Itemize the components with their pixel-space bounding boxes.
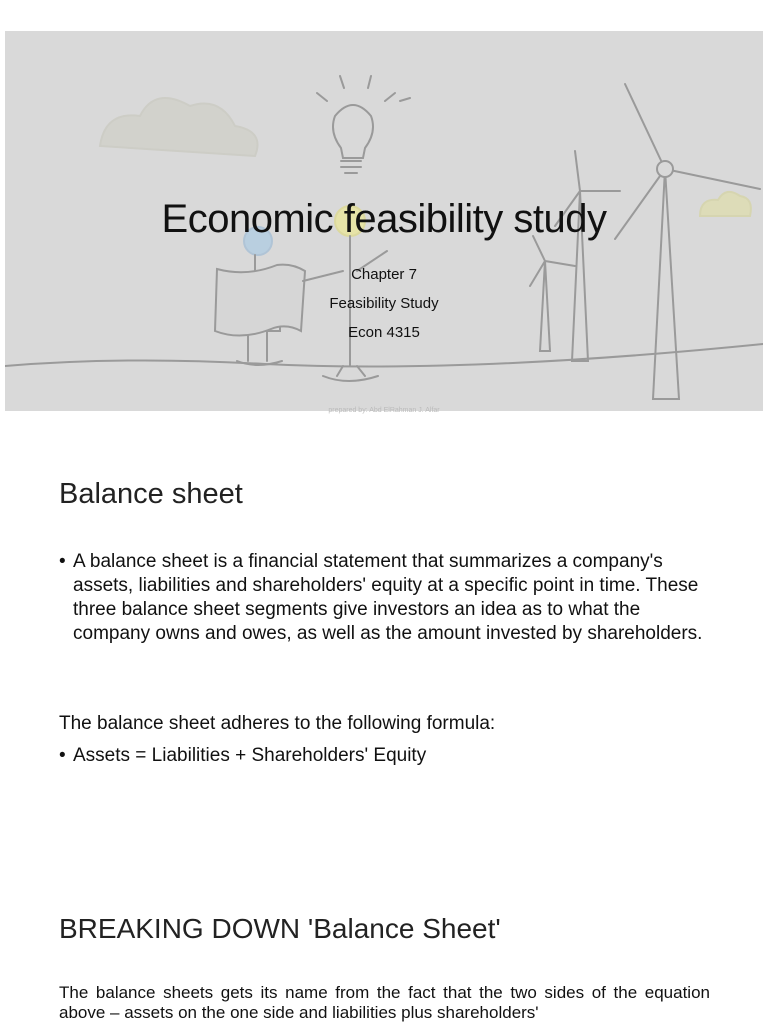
- prepared-by-credit: prepared by: Abd ElRahman J. Alfar: [328, 407, 440, 414]
- formula-intro: The balance sheet adheres to the following formula:: [59, 713, 496, 734]
- subtitle-course-topic: Feasibility Study: [329, 295, 439, 312]
- formula-bullet: [59, 744, 719, 768]
- bullet-icon: •: [59, 551, 66, 572]
- balance-sheet-definition: [59, 550, 719, 646]
- slide-subtitle: [5, 260, 763, 347]
- breaking-down-heading: BREAKING DOWN 'Balance Sheet': [59, 913, 501, 944]
- breaking-down-paragraph: The balance sheets gets its name from the fact that the two sides of the equation above – assets on the one side and liabilities plus shareholders': [59, 983, 710, 1022]
- balance-sheet-heading: Balance sheet: [59, 478, 243, 510]
- formula-text: Assets = Liabilities + Shareholders' Equity: [73, 745, 427, 766]
- subtitle-course-code: Econ 4315: [348, 324, 420, 341]
- title-slide: [5, 31, 763, 411]
- ground-line: [5, 344, 763, 367]
- bulb: [333, 105, 373, 158]
- cloud-left: [100, 98, 258, 156]
- subtitle-chapter: Chapter 7: [351, 266, 417, 283]
- bullet-icon: •: [59, 745, 66, 766]
- definition-text: A balance sheet is a financial statement that summarizes a company's assets, liabilities and shareholders' equity at a specific point in time. These three balance sheet segments give investors an idea as to what the company owns and owes, as well as the amount invested by shareholders.: [73, 551, 703, 644]
- slide-title: Economic feasibility study: [161, 197, 607, 241]
